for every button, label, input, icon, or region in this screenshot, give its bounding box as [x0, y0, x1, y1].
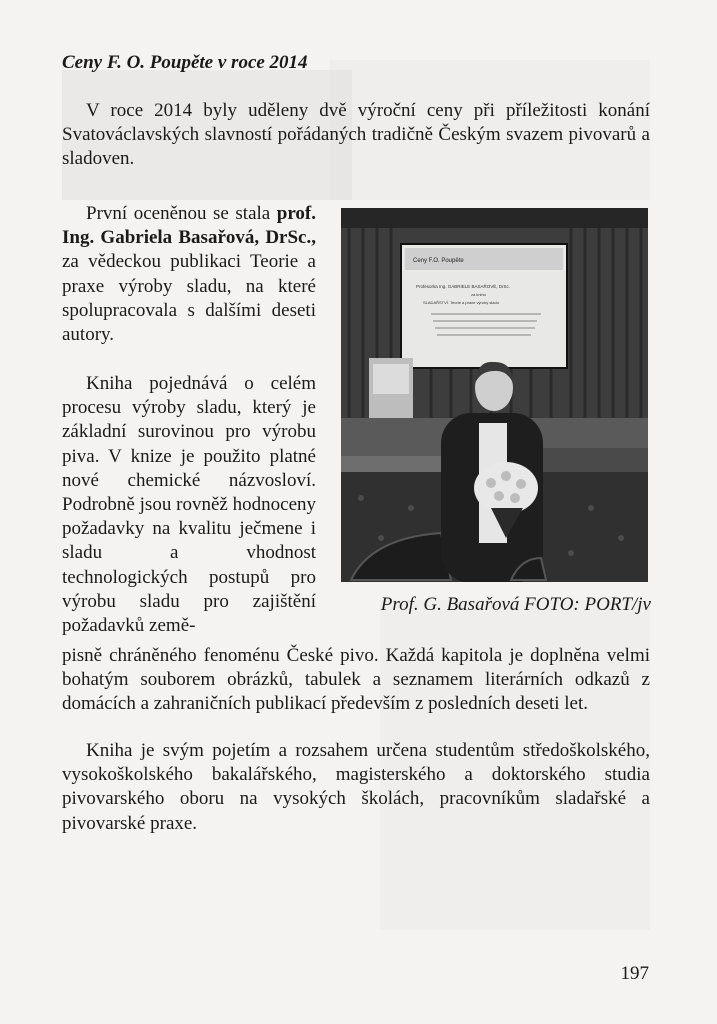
photo-caption: Prof. G. Basařová FOTO: PORT/jv: [380, 594, 651, 615]
section-heading: Ceny F. O. Poupěte v roce 2014: [62, 52, 308, 73]
paragraph: [62, 202, 316, 347]
screen-title: Ceny F.O. Poupěte: [413, 258, 464, 264]
paragraph: Kniha je svým pojetím a rozsahem určena studentům středoškolského, vysokoškolského bakalářského, magisterského a doktorského studia pivovarského oboru na vysokých školách, pracovníkům sladařské a pivovarské praxe.: [62, 740, 650, 834]
paragraph-lead: První oceněnou se stala: [86, 203, 277, 224]
screen-line: SLADAŘSTVÍ. Teorie a praxe výroby sladu: [423, 300, 499, 305]
paragraph: Kniha pojednává o celém procesu výroby sladu, který je základní surovinou pro výrobu piva. V knize je použito platné nové chemické názvosloví. Podrobně jsou rovněž hodnoceny požadavky na kvalitu ječmene i sladu a vhodnost technologických postupů pro výrobu sladu pro zajištění požadavků země-: [62, 373, 316, 637]
paragraph-rest: za vědeckou publikaci Teorie a praxe výroby sladu, na které spolupracovala s dalšími deseti autory.: [62, 251, 316, 346]
laureate-name: prof. Ing. Gabriela Basařová, DrSc.,: [62, 203, 316, 249]
paragraph: pisně chráněného fenoménu České pivo. Každá kapitola je doplněna velmi bohatým souborem obrázků, tabulek a seznamem literárních odkazů z domácích a zahraničních publikací především z posledních deseti let.: [62, 645, 650, 715]
screen-line: za knihu: [471, 292, 486, 297]
award-photo: [341, 208, 648, 582]
page-number: 197: [620, 963, 649, 984]
photo-illustration: [341, 208, 648, 582]
screen-line: Profesorka Ing. GABRIELE BASAŘOVÉ, DrSc.: [416, 284, 511, 289]
paragraph: V roce 2014 byly uděleny dvě výroční ceny při příležitosti konání Svatováclavských slavností pořádaných tradičně Českým svazem pivovarů a sladoven.: [62, 100, 650, 170]
